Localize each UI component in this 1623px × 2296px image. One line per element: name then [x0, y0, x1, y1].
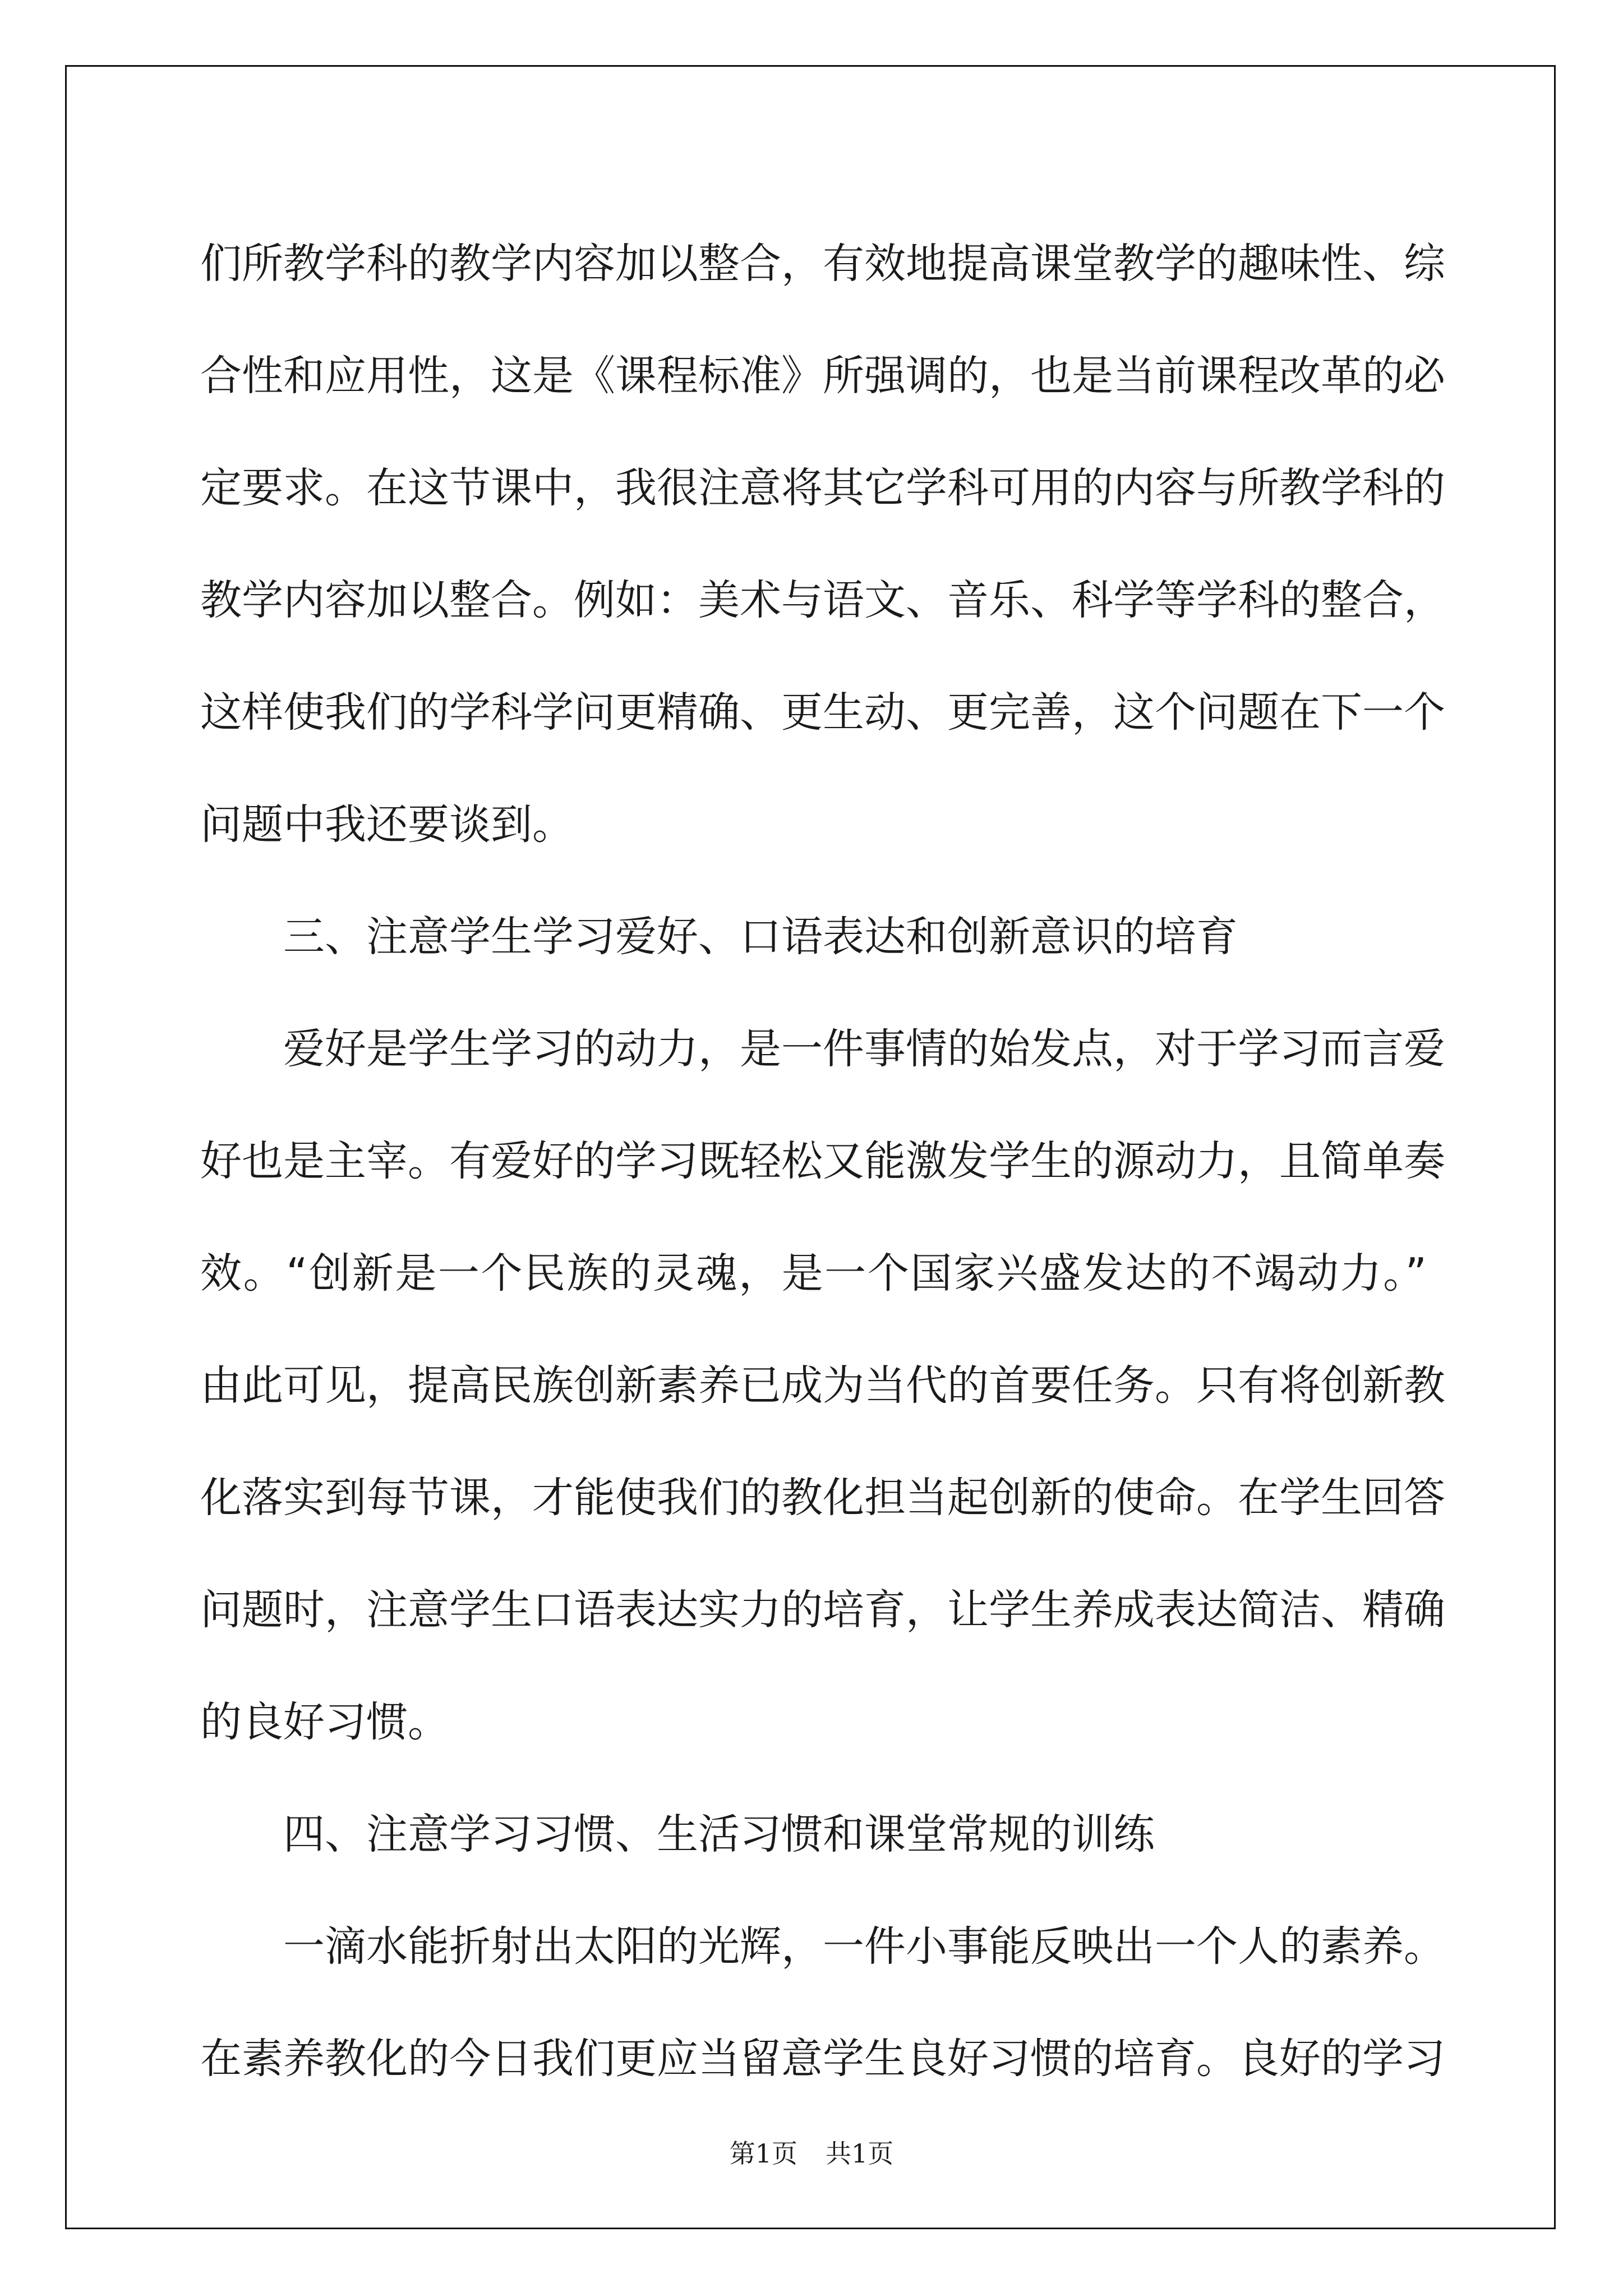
text-line: 在素养教化的今日我们更应当留意学生良好习惯的培育。良好的学习	[200, 2035, 1445, 2083]
text-line: 一滴水能折射出太阳的光辉，一件小事能反映出一个人的素养。	[283, 1922, 1445, 1971]
text-line: 好也是主宰。有爱好的学习既轻松又能激发学生的源动力，且简单奏	[200, 1137, 1445, 1185]
text-line: 由此可见，提高民族创新素养已成为当代的首要任务。只有将创新教	[200, 1361, 1445, 1410]
page-total: 共1页	[826, 2138, 894, 2169]
text-line: 定要求。在这节课中，我很注意将其它学科可用的内容与所教学科的	[200, 464, 1445, 512]
document-body	[200, 208, 1445, 2115]
text-line: 化落实到每节课，才能使我们的教化担当起创新的使命。在学生回答	[200, 1474, 1445, 1522]
page-footer	[0, 2133, 1623, 2170]
text-line: 问题时，注意学生口语表达实力的培育，让学生养成表达简洁、精确	[200, 1586, 1445, 1634]
text-line: 爱好是学生学习的动力，是一件事情的始发点，对于学习而言爱	[283, 1025, 1445, 1073]
text-line: 这样使我们的学科学问更精确、更生动、更完善，这个问题在下一个	[200, 688, 1445, 737]
text-line: 问题中我还要谈到。	[200, 800, 574, 849]
section-heading: 三、注意学生学习爱好、口语表达和创新意识的培育	[283, 913, 1238, 961]
text-line: 的良好习惯。	[200, 1698, 449, 1746]
section-heading: 四、注意学习习惯、生活习惯和课堂常规的训练	[283, 1810, 1155, 1858]
text-line: 效。“创新是一个民族的灵魂，是一个国家兴盛发达的不竭动力。”	[200, 1249, 1427, 1297]
text-line: 合性和应用性，这是《课程标准》所强调的，也是当前课程改革的必	[200, 352, 1445, 400]
text-line: 教学内容加以整合。例如：美术与语文、音乐、科学等学科的整合，	[200, 576, 1445, 624]
text-line: 们所教学科的教学内容加以整合，有效地提高课堂教学的趣味性、综	[200, 240, 1445, 288]
page-number: 第1页	[729, 2138, 797, 2169]
